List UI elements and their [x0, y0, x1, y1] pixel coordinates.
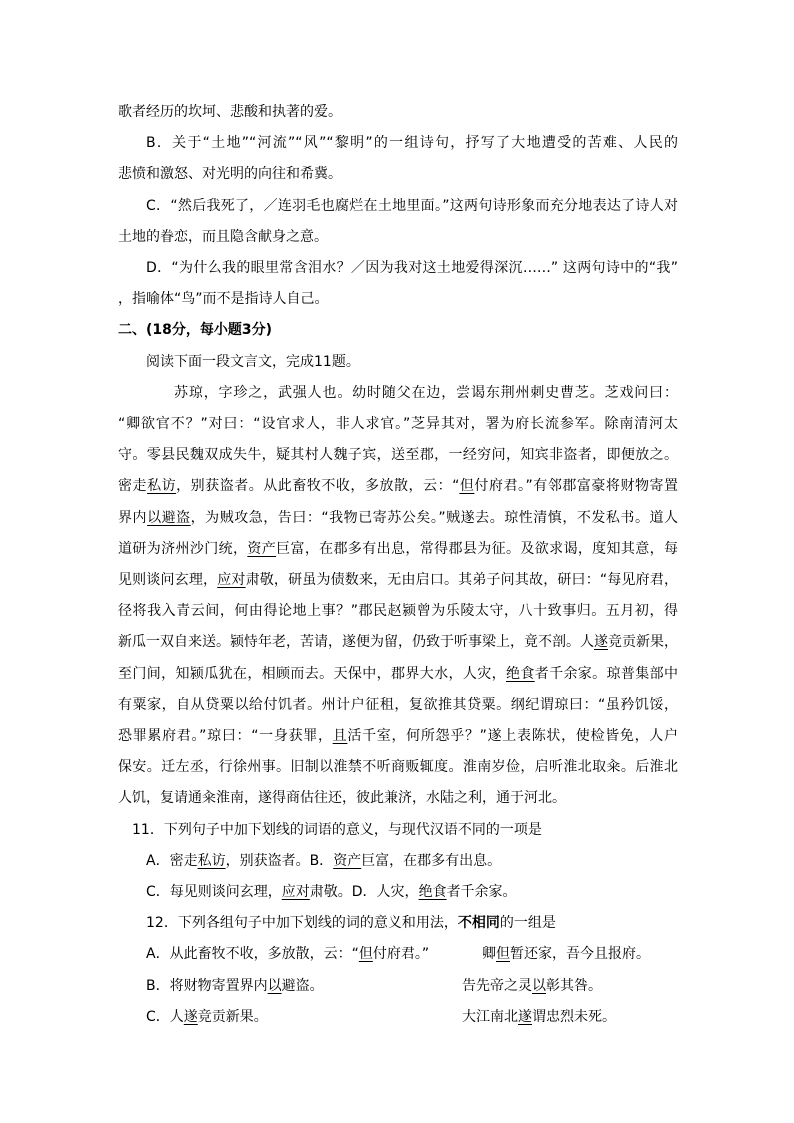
text-line: [146, 851, 501, 871]
underlined-text: 但: [496, 946, 510, 963]
text-segment: 付府君。”有邻郡富豪将财物寄置: [474, 478, 679, 495]
text-segment: 大江南北: [462, 1008, 518, 1025]
text-segment: A．从此畜牧不收，多放散，云：“: [146, 946, 359, 963]
option-comparison-sentence: [462, 976, 602, 996]
text-line: [118, 726, 678, 746]
text-line: [118, 664, 678, 684]
option-comparison-sentence: [482, 944, 650, 964]
text-segment: 见则谈问玄理，: [118, 572, 218, 588]
bold-text: 二、(18分，每小题3分): [118, 322, 273, 339]
text-segment: 恐罪累府君。”琼曰：“一身获罪，: [118, 728, 333, 744]
underlined-text: 绝食: [505, 665, 535, 682]
text-segment: 12．下列各组句子中加下划线的词的意义和用法，: [146, 915, 458, 932]
underlined-text: 但: [358, 946, 373, 963]
underlined-text: 绝食: [418, 884, 447, 900]
text-segment: 守。零县民魏双成失牛，疑其村人魏子宾，送至郡，一经穷问，知宾非盗者，即便放之。: [118, 447, 678, 464]
text-segment: B．将财物寄置界内: [146, 977, 268, 994]
underlined-text: 应对: [217, 572, 246, 588]
text-segment: 歌者经历的坎坷、悲酸和执著的爱。: [118, 104, 342, 120]
text-segment: ，指喻体“鸟”而不是指诗人自己。: [118, 291, 329, 308]
text-segment: 的一组是: [499, 915, 556, 932]
underlined-text: 应对: [281, 884, 310, 900]
text-segment: 人饥，复请通籴淮南，遂得商估往还，彼此兼济，水陆之利，通于河北。: [118, 790, 566, 807]
underlined-text: 且: [332, 728, 348, 744]
underlined-text: 以: [267, 977, 282, 994]
text-segment: 竞贡新果，: [608, 634, 678, 651]
text-segment: 避盗。: [281, 977, 324, 994]
text-segment: 阅读下面一段文言文，完成11题。: [146, 353, 360, 370]
text-line: [118, 414, 678, 434]
text-segment: 新瓜一双自来送。颍恃年老，苦请，遂便为留，仍致于听事梁上，竟不剖。人: [118, 634, 594, 651]
text-line: [118, 289, 329, 309]
text-segment: 竞贡新果。: [197, 1008, 268, 1025]
text-line: [146, 944, 429, 964]
text-segment: 巨富，在郡多有出息。: [361, 852, 502, 869]
text-segment: 告先帝之灵: [462, 977, 532, 994]
underlined-text: 资产: [247, 540, 277, 557]
text-segment: D．“为什么我的眼里常含泪水？／因为我对这土地爱得深沉……” 这两句诗中的“我”: [146, 260, 678, 276]
text-segment: 付府君。”: [372, 946, 430, 963]
text-line: [118, 570, 678, 590]
text-segment: 谓忠烈未死。: [532, 1008, 616, 1025]
underlined-text: 以避盗: [147, 509, 191, 526]
text-segment: 卿: [482, 946, 496, 963]
text-line: [146, 196, 678, 216]
text-line: [146, 1007, 268, 1027]
text-segment: 悲愤和激怒、对光明的向往和希冀。: [118, 166, 342, 183]
text-line: [118, 788, 566, 808]
underlined-text: 遂: [594, 634, 608, 651]
text-line: [118, 601, 678, 621]
text-line: [174, 383, 678, 403]
text-line: [146, 258, 678, 278]
text-segment: 者千余家。琼普集部中: [534, 665, 679, 682]
text-line: [146, 352, 360, 372]
underlined-text: 遂: [518, 1008, 532, 1025]
text-line: [146, 976, 324, 996]
text-segment: C．人: [146, 1008, 184, 1025]
text-segment: 肃敬，研虽为债数来，无由启口。其弟子问其故，研曰：“每见府君，: [245, 572, 679, 588]
option-comparison-sentence: [462, 1007, 616, 1027]
text-line: [118, 320, 272, 340]
text-segment: 有粟家，自从贷粟以给付饥者。州计户征租，复欲推其贷粟。纲纪谓琼曰：“虽矜饥馁，: [118, 696, 678, 713]
text-line: [146, 882, 517, 902]
underlined-text: 私访: [197, 852, 226, 869]
text-segment: 巨富，在郡多有出息，常得郡县为征。及欲求谒，度知其意，每: [276, 540, 679, 557]
text-line: [118, 476, 678, 496]
text-line: [118, 227, 328, 247]
text-segment: ，别获盗者。从此畜牧不收，多放散，云：“: [176, 478, 460, 495]
text-segment: 保安。迁左丞，行徐州事。旧制以淮禁不听商贩辄度。淮南岁俭，启听淮北取籴。后淮北: [118, 759, 678, 776]
bold-text: 不相同: [457, 915, 500, 932]
underlined-text: 资产: [333, 852, 362, 869]
text-segment: “卿欲官不？”对曰：“设官求人，非人求官。”芝异其对，署为府长流参军。除南清河太: [118, 416, 678, 432]
underlined-text: 但: [459, 478, 475, 495]
text-segment: ，别获盗者。B．: [225, 852, 334, 869]
underlined-text: 以: [532, 977, 546, 994]
text-segment: ，为贼攻急，告曰：“我物已寄苏公矣。”贼遂去。琼性清慎，不发私书。道人: [190, 509, 679, 526]
text-segment: 密走: [118, 478, 148, 495]
text-segment: 暂还家，吾今且报府。: [510, 946, 650, 963]
text-segment: 至门间，知颍瓜犹在，相顾而去。天保中，郡界大水，人灾，: [118, 665, 506, 682]
text-line: [118, 695, 678, 715]
text-line: [118, 757, 678, 777]
text-line: [132, 820, 542, 840]
text-line: [118, 632, 678, 652]
text-line: [118, 539, 678, 559]
text-segment: 界内: [118, 509, 148, 526]
text-segment: 土地的眷恋，而且隐含献身之意。: [118, 228, 328, 245]
text-segment: A．密走: [146, 852, 198, 869]
text-line: [118, 102, 342, 122]
text-segment: 11．下列句子中加下划线的词语的意义，与现代汉语不同的一项是: [132, 821, 542, 838]
text-segment: 彰其咎。: [546, 977, 602, 994]
text-segment: 活千室，何所怨乎？”遂上表陈状，使检皆免，人户: [347, 728, 678, 744]
text-segment: 道研为济州沙门统，: [118, 540, 248, 557]
text-segment: C．每见则谈问玄理，: [146, 884, 282, 900]
text-line: [146, 133, 678, 153]
underlined-text: 私访: [147, 478, 177, 495]
text-segment: C．“然后我死了，／连羽毛也腐烂在土地里面。”这两句诗形象而充分地表达了诗人对: [146, 197, 678, 214]
text-line: [118, 445, 678, 465]
text-segment: 径将我入青云间，何由得论地上事？”郡民赵颍曾为乐陵太守，八十致事归。五月初，得: [118, 603, 678, 620]
text-line: [118, 508, 678, 528]
text-segment: B．关于“土地”“河流”“风”“黎明”的一组诗句，抒写了大地遭受的苦难、人民的: [146, 135, 678, 152]
text-segment: 苏琼，字珍之，武强人也。幼时随父在边，尝谒东荆州刺史曹芝。芝戏问曰：: [174, 384, 678, 401]
text-segment: 者千余家。: [446, 884, 517, 900]
underlined-text: 遂: [183, 1008, 198, 1025]
text-line: [146, 913, 556, 933]
text-segment: 肃敬。D．人灾，: [309, 884, 419, 900]
text-line: [118, 164, 342, 184]
